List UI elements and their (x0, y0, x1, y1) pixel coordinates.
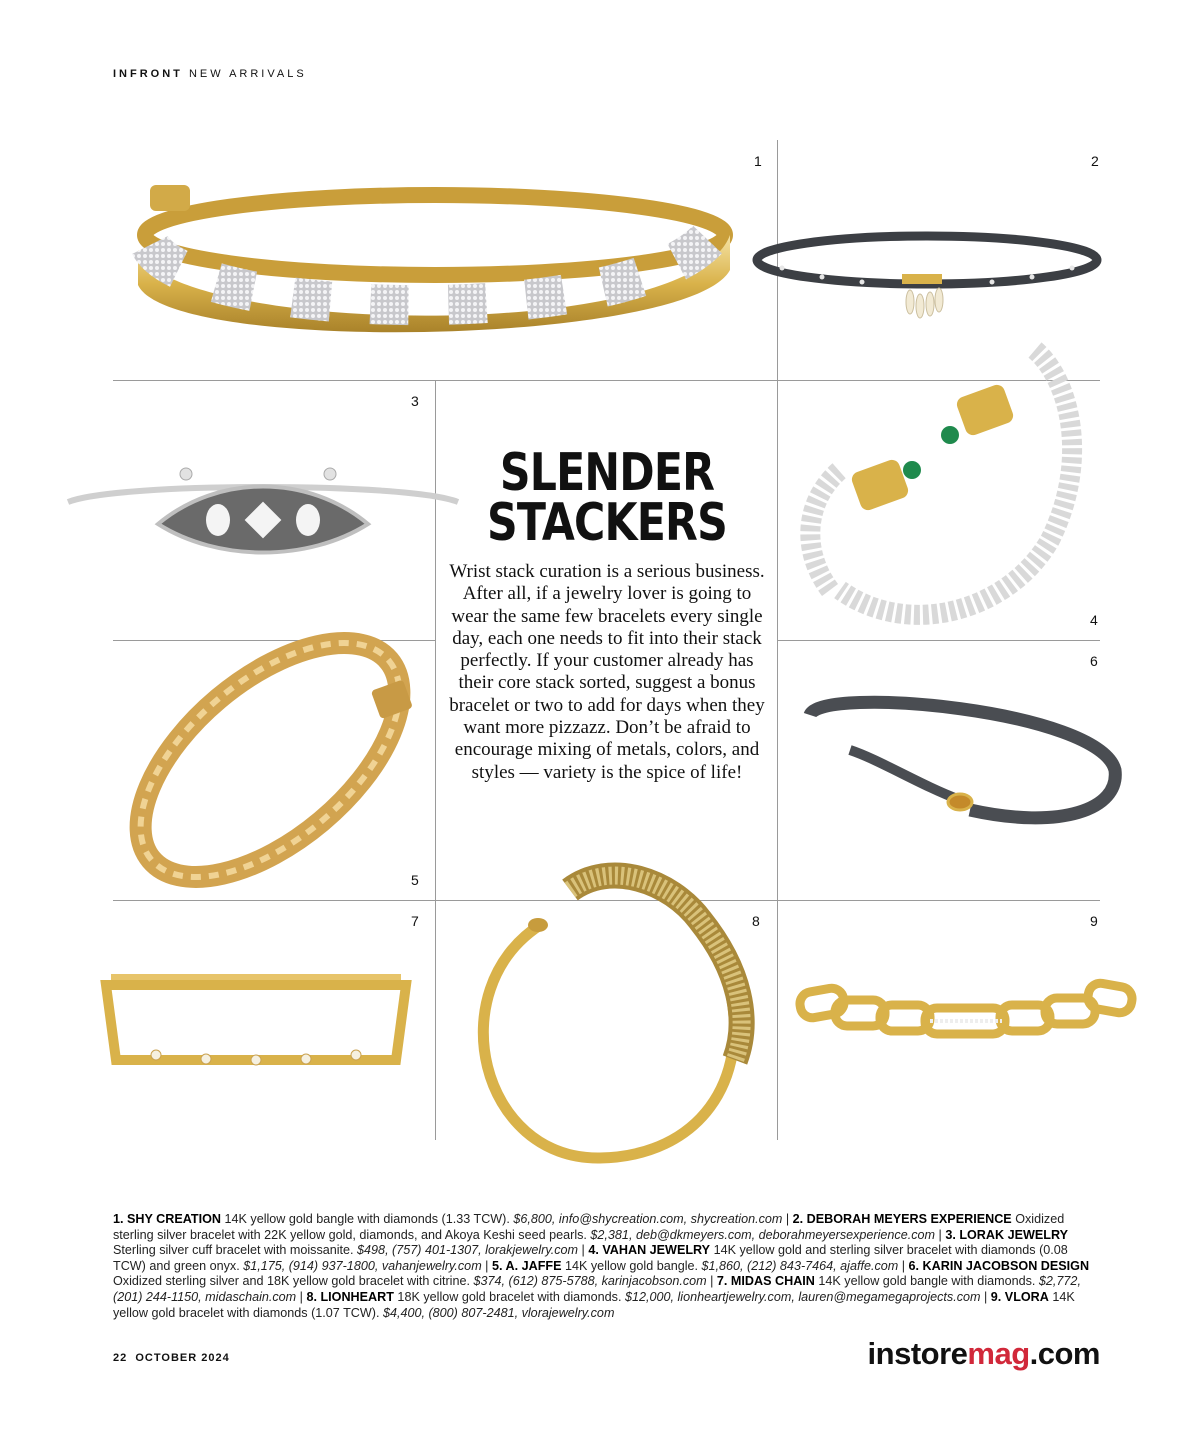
brand-logo[interactable] (868, 1336, 1100, 1372)
item-number-1: 1 (754, 153, 762, 169)
bracelet-photo-8 (450, 860, 770, 1170)
bracelet-photo-2 (752, 230, 1102, 340)
feature-title-line-2: STACKERS (487, 493, 727, 553)
credit-item: 8. LIONHEART 18K yellow gold bracelet with diamonds. $12,000, lionheartjewelry.com, lauren@megamegaprojects.com | (306, 1289, 991, 1304)
bracelet-photo-7 (96, 965, 416, 1075)
section-header (113, 68, 307, 80)
bracelet-photo-9 (790, 970, 1140, 1060)
item-number-8: 8 (752, 913, 760, 929)
bracelet-photo-6 (800, 690, 1120, 850)
feature-title (467, 443, 747, 553)
credit-item: 2. DEBORAH MEYERS EXPERIENCE Oxidized sterling silver bracelet with 22K yellow gold, diamonds, and Akoya Keshi seed pearls. $2,381, deb@dkmeyers.com, deborahmeyersexperience.com | (113, 1212, 1065, 1242)
item-number-3: 3 (411, 393, 419, 409)
grid-rule (777, 640, 778, 900)
product-credits (113, 1212, 1103, 1321)
page-number: 22 (113, 1352, 128, 1364)
item-number-9: 9 (1090, 913, 1098, 929)
subsection-name: NEW ARRIVALS (188, 68, 307, 80)
feature-intro: Wrist stack curation is a serious business. After all, if a jewelry lover is going to wear the same few bracelets every single day, each one needs to fit into their stack perfectly. If your customer already has their core stack sorted, suggest a bonus bracelet or two to add for days when they want more pizzazz. Don’t be afraid to encourage mixing of metals, colors, and styles — variety is the spice of life! (449, 561, 765, 783)
bracelet-photo-3 (58, 462, 468, 572)
credit-item: 1. SHY CREATION 14K yellow gold bangle with diamonds (1.33 TCW). $6,800, info@shycreation.com, shycreation.com | (113, 1212, 793, 1226)
credit-item: 3. LORAK JEWELRY Sterling silver cuff bracelet with moissanite. $498, (757) 401-1307, lorakjewelry.com | (113, 1227, 1068, 1258)
item-number-2: 2 (1091, 153, 1099, 169)
credit-item: 5. A. JAFFE 14K yellow gold bangle. $1,860, (212) 843-7464, ajaffe.com | (491, 1258, 909, 1273)
grid-rule (777, 140, 778, 640)
bracelet-photo-1 (130, 175, 740, 345)
grid-rule (777, 900, 778, 1140)
section-name: INFRONT (113, 68, 183, 80)
item-number-4: 4 (1090, 612, 1098, 628)
item-number-6: 6 (1090, 653, 1098, 669)
credit-item: 9. VLORA 14K yellow gold bracelet with diamonds (1.07 TCW). $4,400, (800) 807-2481, vlorajewelry.com (113, 1289, 1075, 1320)
feature-title-line-1: SLENDER (499, 443, 715, 503)
brand-suffix: .com (1029, 1336, 1100, 1371)
bracelet-photo-5 (110, 630, 430, 890)
item-number-7: 7 (411, 913, 419, 929)
credit-item: 4. VAHAN JEWELRY 14K yellow gold and sterling silver bracelet with diamonds (0.08 TCW) and green onyx. $1,175, (914) 937-1800, vahanjewelry.com | (113, 1243, 1068, 1273)
page-folio (113, 1352, 230, 1364)
issue-date: OCTOBER 2024 (135, 1352, 230, 1364)
bracelet-photo-4 (800, 340, 1100, 630)
grid-rule (777, 640, 1100, 641)
brand-prefix: instore (867, 1336, 968, 1371)
brand-accent: mag (967, 1336, 1030, 1371)
credit-item: 7. MIDAS CHAIN 14K yellow gold bangle with diamonds. $2,772, (201) 244-1150, midaschain.com | (113, 1274, 1081, 1304)
item-number-5: 5 (411, 872, 419, 888)
credit-item: 6. KARIN JACOBSON DESIGN Oxidized sterling silver and 18K yellow gold bracelet with citrine. $374, (612) 875-5788, karinjacobson.com | (113, 1258, 1090, 1289)
